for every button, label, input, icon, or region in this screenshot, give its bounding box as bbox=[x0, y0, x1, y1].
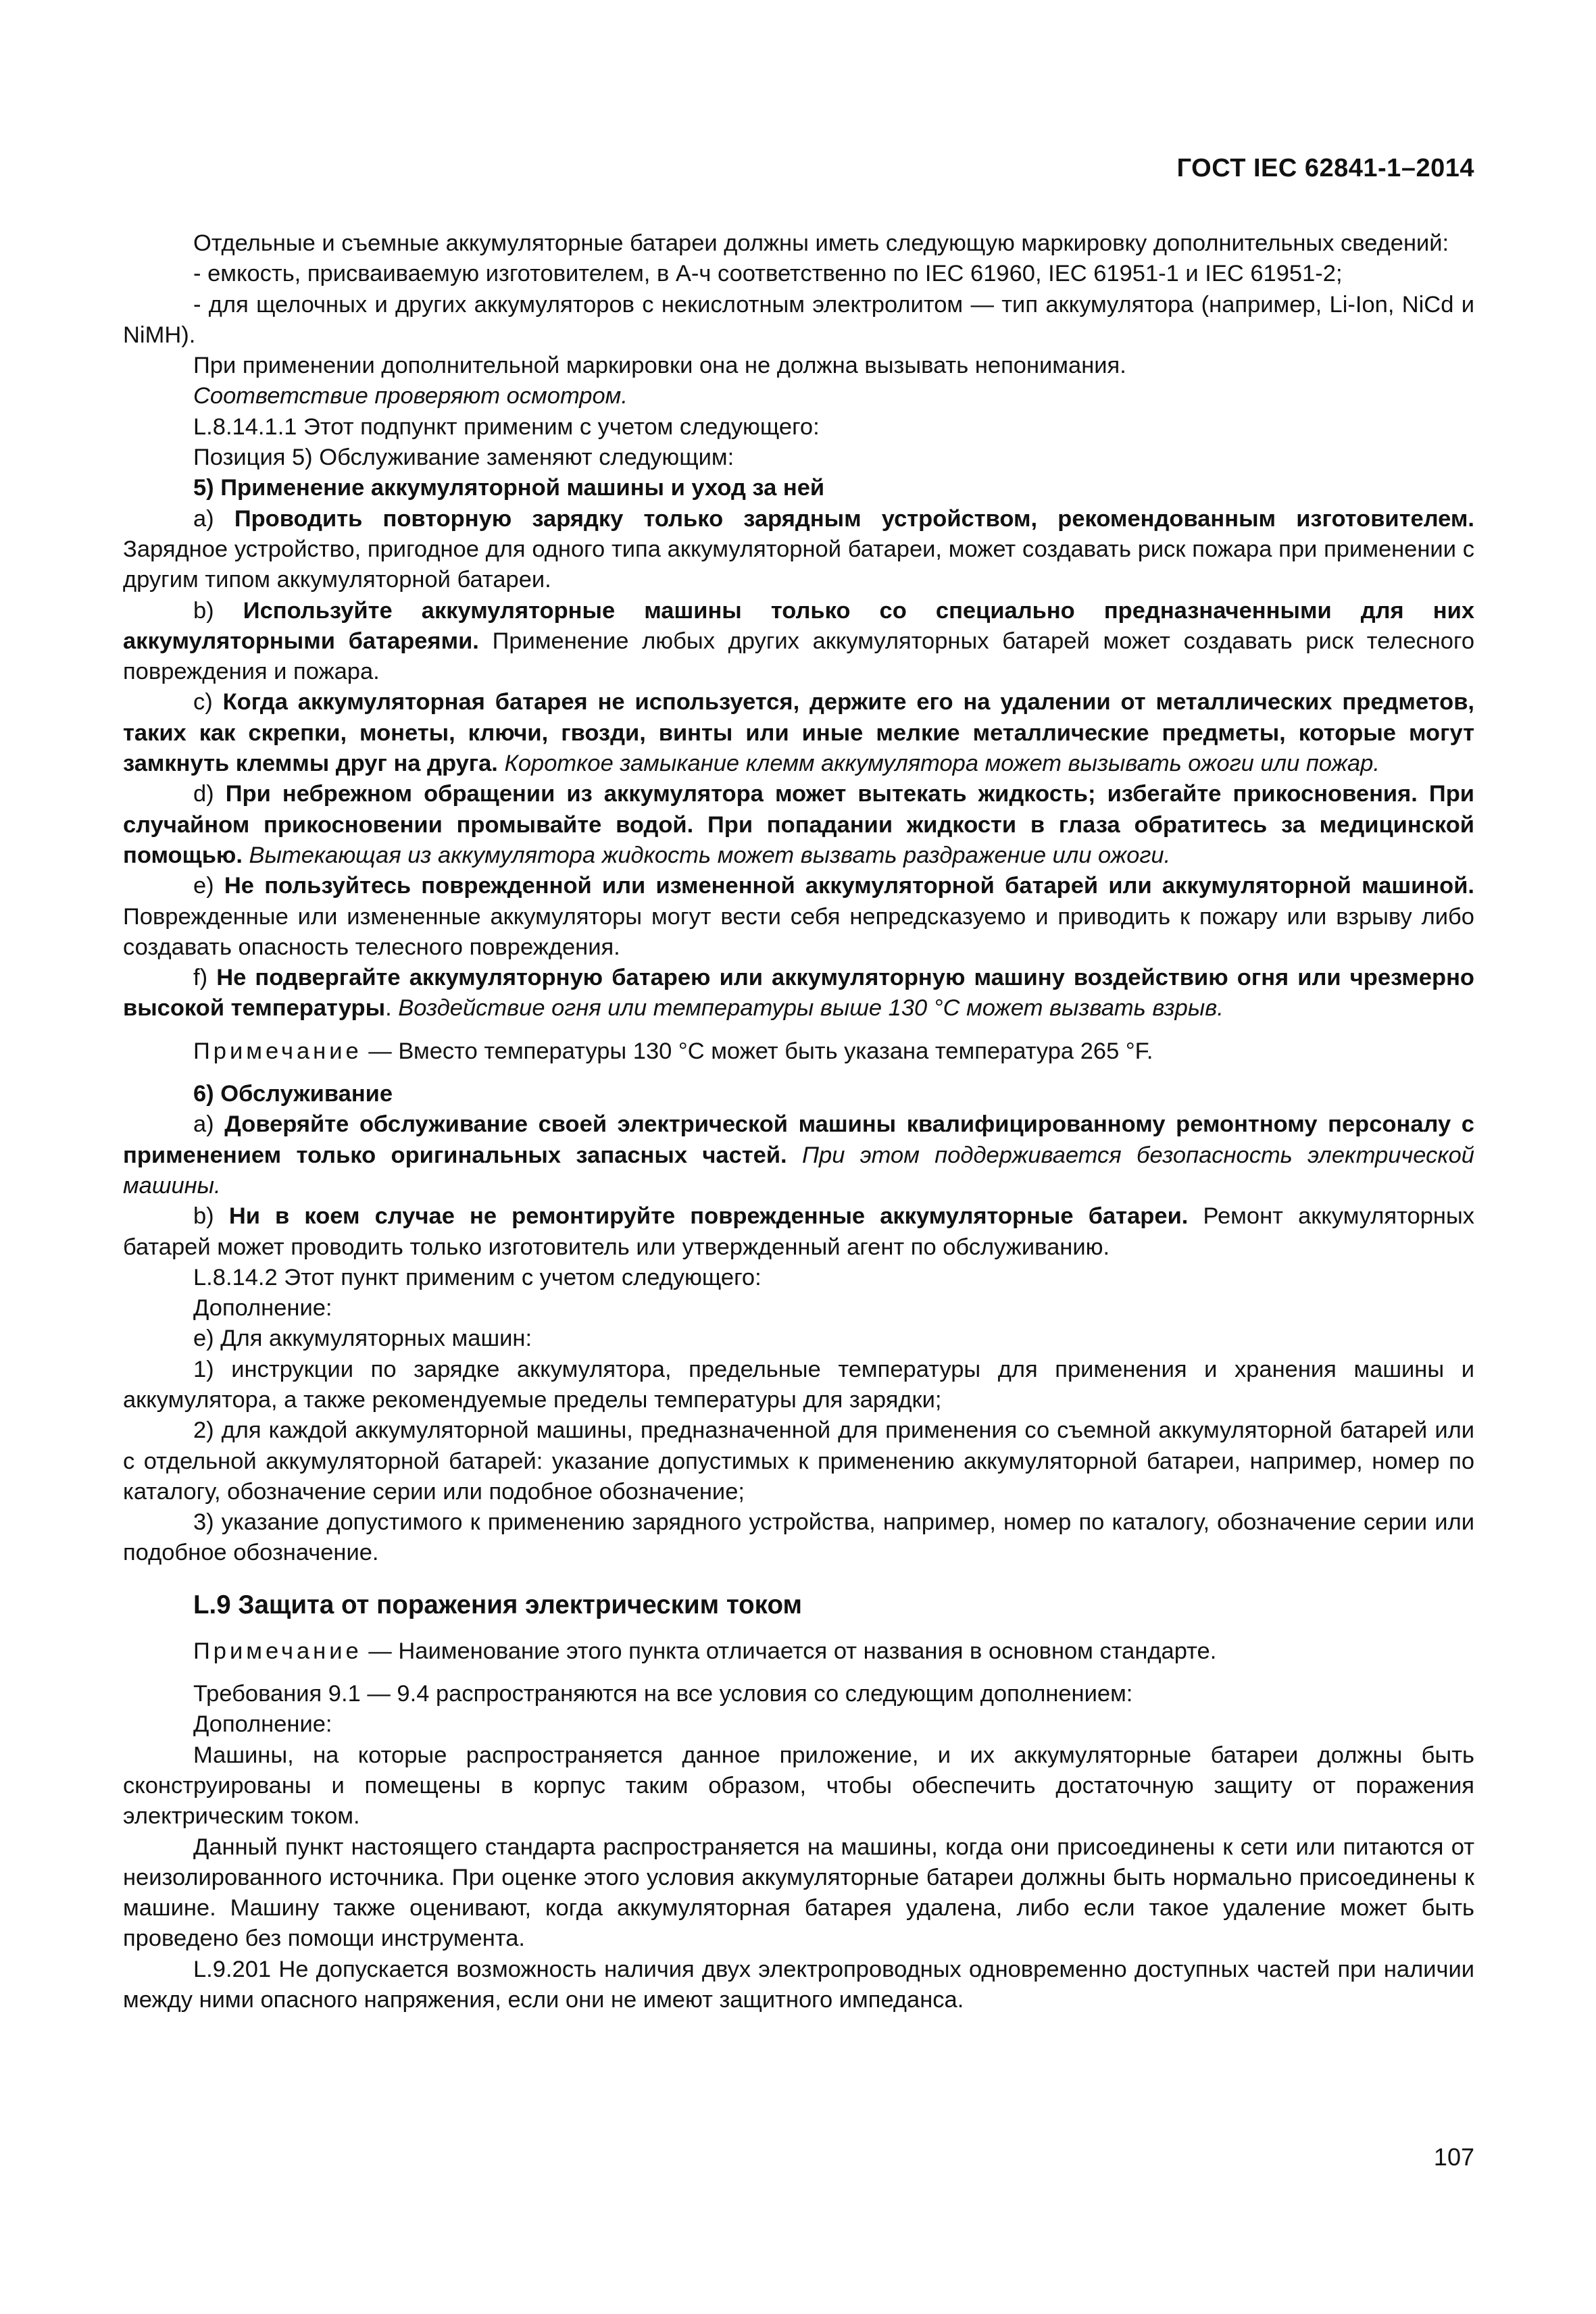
plain-text: Применение любых других аккумуляторных батарей может создавать риск телесного повреждения и пожара. bbox=[123, 628, 1475, 685]
paragraph: При применении дополнительной маркировки она не должна вызывать непонимания. bbox=[193, 353, 1126, 379]
item-lead: а) bbox=[193, 1111, 225, 1138]
paragraph: Требования 9.1 — 9.4 распространяются на все условия со следующим дополнением: bbox=[193, 1681, 1133, 1707]
paragraph: 3) указание допустимого к применению зарядного устройства, например, номер по каталогу, обозначение серии или подобное обозначение. bbox=[123, 1509, 1474, 1566]
italic-text: Короткое замыкание клемм аккумулятора может вызывать ожоги или пожар. bbox=[497, 751, 1380, 777]
note bbox=[123, 1036, 1474, 1067]
paragraph: - для щелочных и других аккумуляторов с некислотным электролитом — тип аккумулятора (например, Li-Ion, NiCd и NiMH). bbox=[123, 291, 1474, 348]
bold-text: Проводить повторную зарядку только зарядным устройством, рекомендованным изготовителем. bbox=[234, 505, 1474, 532]
item-lead: b) bbox=[193, 1203, 229, 1230]
bold-text: Доверяйте обслуживание своей электрической машины квалифицированному ремонтному персоналу с применением только оригинальных запасных частей. bbox=[123, 1111, 1474, 1168]
item-lead: e) bbox=[193, 873, 224, 899]
item-lead: f) bbox=[193, 965, 217, 991]
plain-text: . bbox=[385, 995, 399, 1022]
note bbox=[123, 1636, 1474, 1667]
italic-text: При этом поддерживается безопасность электрической машины. bbox=[123, 1142, 1474, 1199]
plain-text: Зарядное устройство, пригодное для одного типа аккумуляторной батареи, может создавать риск пожара при применении с другим типом аккумуляторной батареи. bbox=[123, 536, 1474, 593]
paragraph: Позиция 5) Обслуживание заменяют следующим: bbox=[193, 445, 734, 471]
paragraph bbox=[123, 1079, 1474, 1109]
item-lead: а) bbox=[193, 505, 234, 532]
paragraph: L.9.201 Не допускается возможность наличия двух электропроводных одновременно доступных частей при наличии между ними опасного напряжения, если они не имеют защитного импеданса. bbox=[123, 1956, 1474, 2013]
paragraph: е) Для аккумуляторных машин: bbox=[193, 1326, 532, 1352]
bold-text: Не подвергайте аккумуляторную батарею или аккумуляторную машину воздействию огня или чрезмерно высокой температуры bbox=[123, 965, 1474, 1022]
bold-text: Когда аккумуляторная батарея не используется, держите его на удалении от металлических предметов, таких как скрепки, монеты, ключи, гвозди, винты или иные мелкие металлические предметы, которые могут замкнуть клеммы друг на друга. bbox=[123, 689, 1474, 777]
note-label: Примечание bbox=[193, 1038, 362, 1064]
paragraph bbox=[123, 1109, 1474, 1201]
bold-text: 6) Обслуживание bbox=[193, 1081, 393, 1107]
document-header: ГОСТ IEC 62841-1–2014 bbox=[1176, 154, 1474, 182]
plain-text: Ремонт аккумуляторных батарей может проводить только изготовитель или утвержденный агент по обслуживанию. bbox=[123, 1203, 1474, 1260]
bold-text: При небрежном обращении из аккумулятора может вытекать жидкость; избегайте прикосновения. При случайном прикосновении промывайте водой. При попадании жидкости в глаза обратитесь за медицинской помощью. bbox=[123, 781, 1474, 868]
note-label: Примечание bbox=[193, 1638, 362, 1664]
bold-text: Ни в коем случае не ремонтируйте поврежденные аккумуляторные батареи. bbox=[228, 1203, 1189, 1230]
bold-text: Используйте аккумуляторные машины только со специально предназначенными для них аккумуляторными батареями. bbox=[123, 597, 1475, 654]
section-heading: L.9 Защита от поражения электрическим током bbox=[193, 1590, 802, 1619]
paragraph: L.8.14.2 Этот пункт применим с учетом следующего: bbox=[193, 1264, 762, 1290]
paragraph: Машины, на которые распространяется данное приложение, и их аккумуляторные батареи должны быть сконструированы и помещены в корпус таким образом, чтобы обеспечить достаточную защиту от поражения электрическим током. bbox=[123, 1742, 1474, 1830]
note-text: — Наименование этого пункта отличается от названия в основном стандарте. bbox=[361, 1638, 1217, 1664]
paragraph bbox=[123, 473, 1474, 503]
paragraph: L.8.14.1.1 Этот подпункт применим с учетом следующего: bbox=[193, 413, 820, 440]
paragraph: Дополнение: bbox=[193, 1295, 332, 1322]
paragraph bbox=[123, 504, 1474, 596]
paragraph bbox=[123, 596, 1474, 688]
italic-text: Соответствие проверяют осмотром. bbox=[193, 383, 628, 409]
note-text: — Вместо температуры 130 °С может быть указана температура 265 °F. bbox=[361, 1038, 1153, 1064]
item-lead: d) bbox=[193, 781, 226, 807]
paragraph: Дополнение: bbox=[193, 1711, 332, 1738]
paragraph bbox=[123, 963, 1474, 1024]
item-lead: c) bbox=[193, 689, 223, 715]
bold-text: Не пользуйтесь поврежденной или измененной аккумуляторной батарей или аккумуляторной машиной. bbox=[224, 873, 1475, 899]
paragraph bbox=[123, 1201, 1474, 1263]
paragraph bbox=[123, 381, 1474, 411]
paragraph: - емкость, присваиваемую изготовителем, в А-ч соответственно по IEC 61960, IEC 61951-1 и IEC 61951-2; bbox=[193, 261, 1343, 287]
item-lead: b) bbox=[193, 597, 243, 624]
paragraph bbox=[123, 687, 1474, 779]
plain-text: Поврежденные или измененные аккумуляторы могут вести себя непредсказуемо и приводить к пожару или взрыву либо создавать опасность телесного повреждения. bbox=[123, 903, 1474, 960]
paragraph: 2) для каждой аккумуляторной машины, предназначенной для применения со съемной аккумуляторной батарей или с отдельной аккумуляторной батарей: указание допустимых к применению аккумуляторной батареи, например, номер по каталогу, обозначение серии или подобное обозначение; bbox=[123, 1417, 1474, 1505]
italic-text: Вытекающая из аккумулятора жидкость может вызвать раздражение или ожоги. bbox=[242, 842, 1171, 868]
paragraph: Отдельные и съемные аккумуляторные батареи должны иметь следующую маркировку дополнительных сведений: bbox=[193, 230, 1449, 256]
paragraph: Данный пункт настоящего стандарта распространяется на машины, когда они присоединены к сети или питаются от неизолированного источника. При оценке этого условия аккумуляторные батареи должны быть нормально присоединены к машине. Машину также оценивают, когда аккумуляторная батарея удалена, либо если такое удаление может быть проведено без помощи инструмента. bbox=[123, 1834, 1474, 1952]
italic-text: Воздействие огня или температуры выше 130 °С может вызвать взрыв. bbox=[398, 995, 1224, 1022]
document-body bbox=[123, 228, 1474, 2015]
bold-text: 5) Применение аккумуляторной машины и уход за ней bbox=[193, 475, 825, 501]
paragraph bbox=[123, 871, 1474, 963]
paragraph: 1) инструкции по зарядке аккумулятора, предельные температуры для применения и хранения машины и аккумулятора, а также рекомендуемые пределы температуры для зарядки; bbox=[123, 1356, 1474, 1413]
page-number: 107 bbox=[1433, 2143, 1474, 2171]
paragraph bbox=[123, 779, 1474, 871]
